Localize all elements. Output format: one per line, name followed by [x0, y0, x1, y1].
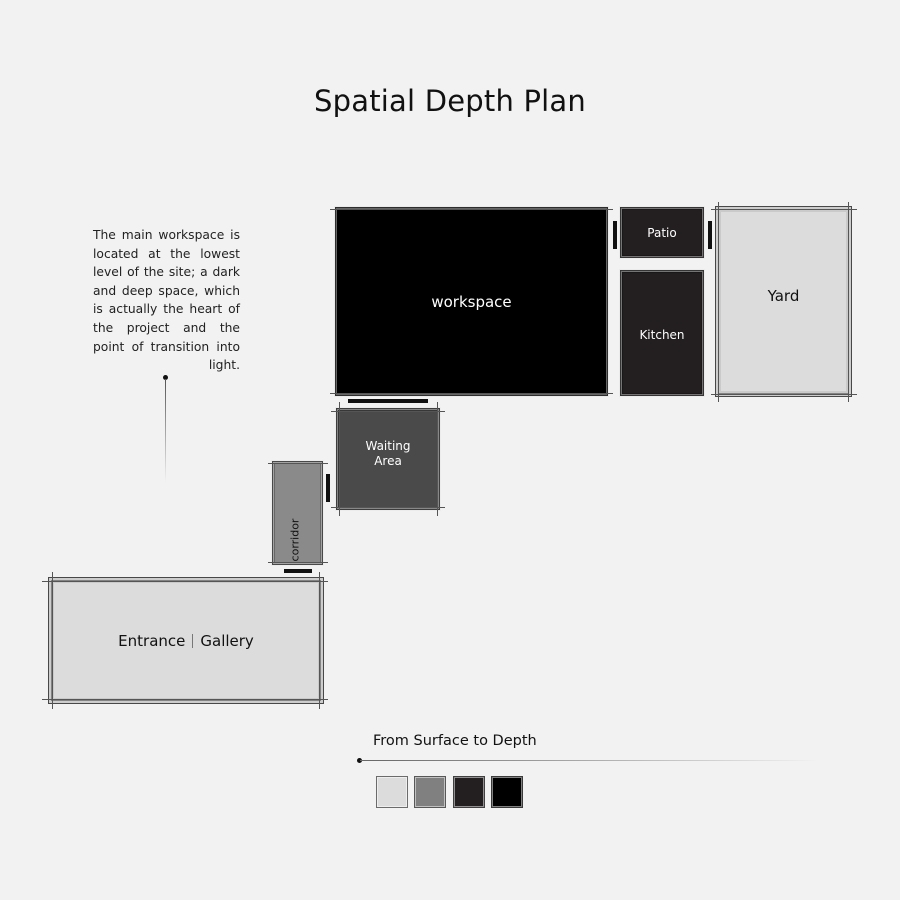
room-waiting-area-label: Waiting Area — [365, 439, 411, 468]
sketch-line — [319, 572, 320, 709]
room-entrance-label: Entrance — [118, 631, 186, 650]
room-waiting-area — [335, 407, 441, 511]
sketch-line — [718, 202, 719, 402]
door-mark-workspace-patio — [613, 221, 617, 249]
sketch-line — [437, 402, 438, 516]
door-mark-workspace-waiting — [348, 399, 428, 403]
sketch-line — [711, 209, 857, 210]
room-kitchen — [619, 269, 705, 397]
sketch-line — [268, 562, 328, 563]
legend-arrow-line — [360, 760, 820, 761]
door-mark-patio-yard — [708, 221, 712, 249]
room-kitchen-label: Kitchen — [639, 328, 685, 342]
legend-swatch-surface — [376, 776, 408, 808]
room-gallery-label: Gallery — [200, 631, 254, 650]
room-workspace-label: workspace — [431, 292, 512, 311]
sketch-line — [331, 507, 445, 508]
sketch-line — [331, 411, 445, 412]
door-mark-corridor-waiting — [326, 474, 330, 502]
sketch-line — [52, 572, 53, 709]
sketch-line — [339, 402, 340, 516]
sketch-line — [330, 209, 613, 210]
room-yard — [715, 206, 852, 397]
room-corridor — [271, 460, 324, 566]
annotation-leader-line — [165, 379, 166, 482]
door-mark-corridor-entrance — [284, 569, 312, 573]
legend-swatch-mid — [414, 776, 446, 808]
room-patio — [619, 206, 705, 259]
room-divider-mark — [192, 634, 193, 648]
room-corridor-label: corridor — [288, 518, 302, 562]
sketch-line — [330, 393, 613, 394]
room-yard-label: Yard — [767, 286, 800, 305]
diagram-title: Spatial Depth Plan — [314, 84, 586, 118]
sketch-line — [42, 699, 328, 700]
sketch-line — [268, 463, 328, 464]
sketch-line — [848, 202, 849, 402]
room-entrance-gallery — [48, 577, 324, 704]
room-workspace — [334, 206, 609, 397]
sketch-line — [711, 394, 857, 395]
legend-swatch-depth — [491, 776, 523, 808]
sketch-line — [42, 581, 328, 582]
legend-title: From Surface to Depth — [373, 733, 537, 749]
room-patio-label: Patio — [647, 225, 677, 240]
legend-swatch-deep — [453, 776, 485, 808]
annotation-text: The main workspace is located at the lowest level of the site; a dark and deep space, which is actually the heart of the project and the point of transition into light. — [93, 228, 240, 373]
